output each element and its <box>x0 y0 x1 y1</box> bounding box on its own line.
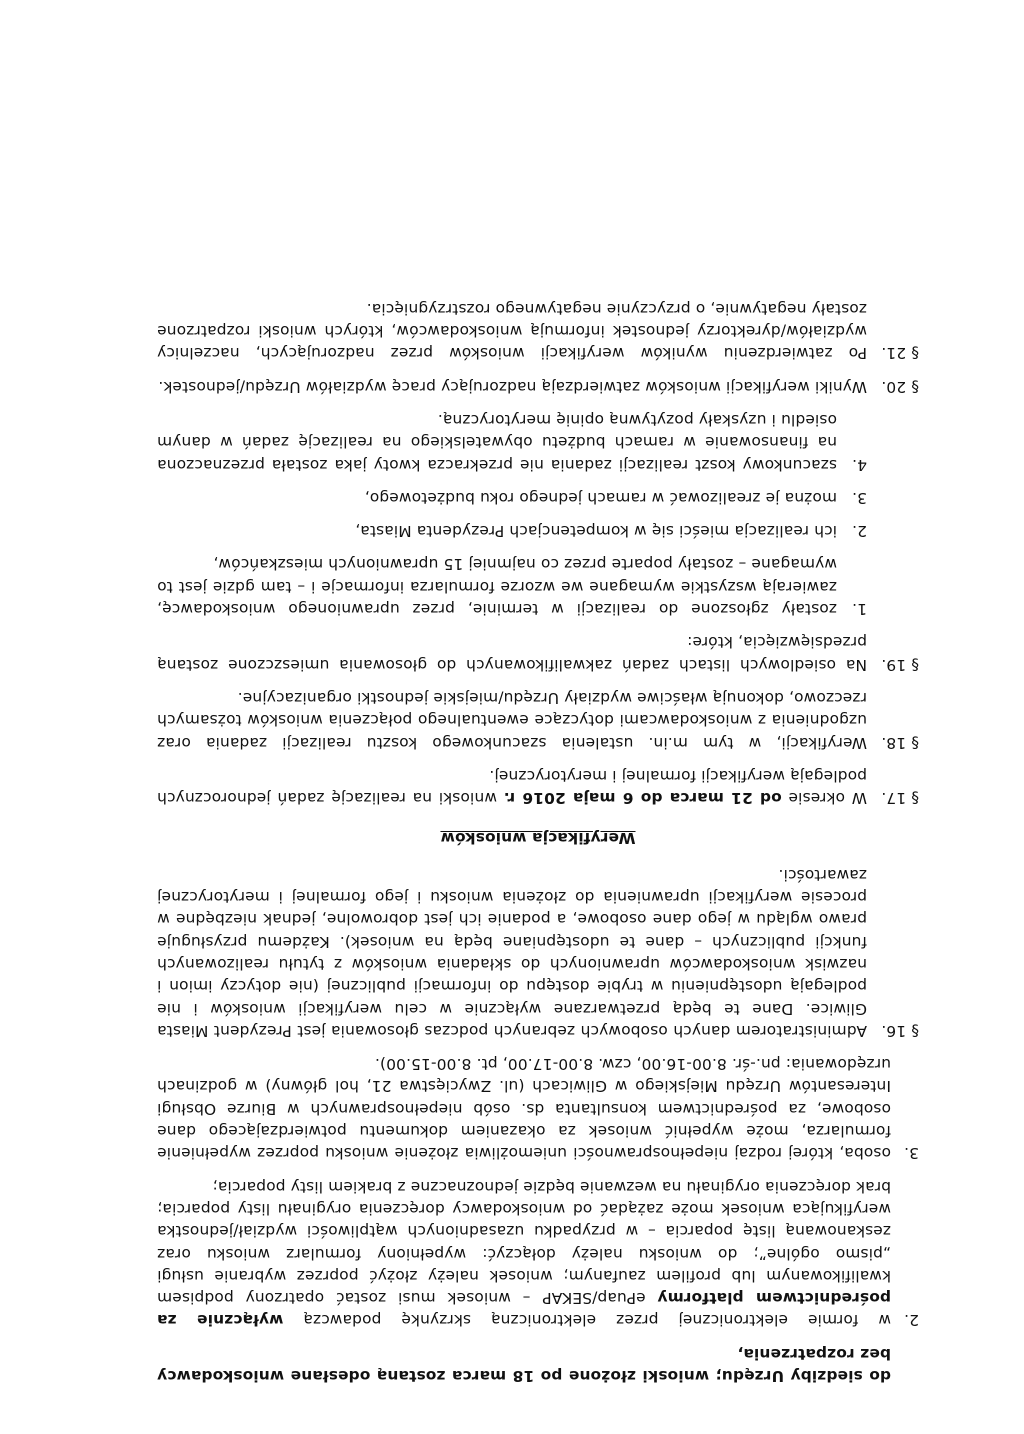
section-heading: Weryfikacja wniosków <box>440 829 636 848</box>
paragraph-number: § 20. <box>881 377 919 396</box>
list-item <box>157 1053 919 1164</box>
paragraph-19 <box>157 631 919 676</box>
list-item <box>157 553 867 620</box>
list-number: 3. <box>904 1144 919 1163</box>
list-text: ich realizacja mieści się w kompetencjach Prezydenta Miasta, <box>355 522 837 541</box>
date-range: od 21 marca do 6 maja 2016 r. <box>503 789 782 808</box>
paragraph-20 <box>157 375 919 397</box>
list-number: 2. <box>852 522 867 541</box>
list-text: można je zrealizować w ramach jednego roku budżetowego, <box>364 488 837 507</box>
paragraph-text: Wyniki weryfikacji wniosków zatwierdzają nadzorujący pracę wydziałów Urzędu/jednostek. <box>158 377 867 396</box>
paragraph-16 <box>157 863 919 1041</box>
list-item <box>157 487 867 509</box>
paragraph-17 <box>157 765 919 810</box>
list-text: zostały zgłoszone do realizacji w terminie, przez uprawnionego wnioskodawcę, zawierają wszystkie wymagane we wzorze formularza informacje i – tam gdzie jest to wymagane – zostały poparte przez co najmniej 15 uprawnionych mieszkańców, <box>157 555 837 619</box>
paragraph-text: Po zatwierdzeniu wyników weryfikacji wniosków przez nadzorujących, naczelnicy wydziałów/dyrektorzy jednostek informują wnioskodawców, których wnioski rozpatrzone zostały negatywnie, o przyczynie negatywnego rozstrzygnięcia. <box>157 299 867 363</box>
list-text: szacunkowy koszt realizacji zadania nie przekracza kwoty jaka została przeznaczona na finansowanie w ramach budżetu obywatelskiego na realizację zadań w danym osiedlu i uzyskały pozytywną opinię merytoryczną. <box>157 411 837 474</box>
paragraph-number: § 19. <box>881 655 919 674</box>
list-item <box>157 409 867 476</box>
criteria-list <box>157 409 867 620</box>
paragraph-number: § 21. <box>881 344 919 363</box>
intro-continuation: do siedziby Urzędu; wnioski złożone po 18 marca zostaną odesłane wnioskodawcy bez rozpatrzenia, <box>157 1344 891 1385</box>
emphasis: wyłącznie za pośrednictwem platformy <box>157 1289 891 1330</box>
list-item <box>157 1175 919 1331</box>
list-number: 4. <box>852 455 867 474</box>
list-number: 1. <box>852 600 867 619</box>
paragraph-18 <box>157 687 919 754</box>
paragraph-21 <box>157 298 919 365</box>
paragraph-text: Weryfikacji, w tym m.in. ustalenia szacunkowego kosztu realizacji zadania oraz uzgodnienia z wnioskodawcami dotyczące ewentualnego połączenia wniosków tożsamych rzeczowo, dokonują właściwe wydziały Urzędu/miejskie jednostki organizacyjne. <box>157 688 867 752</box>
list-item <box>157 520 867 542</box>
paragraph-text: W okresie od 21 marca do 6 maja 2016 r. wnioski na realizację zadań jednorocznych podlegają weryfikacji formalnej i merytorycznej. <box>157 766 867 808</box>
paragraph-text: Administratorem danych osobowych zebranych podczas głosowania jest Prezydent Miasta Gliwice. Dane te będą przetwarzane wyłącznie w celu weryfikacji wniosków i nie podlegają udostępnieniu w trybie dostępu do informacji publicznej (nie dotyczy imion i nazwisk wnioskodawców uprawnionych do składania wniosków z tytułu realizowanych funkcji publicznych – dane te udostępniane będą na wniosek). Każdemu przysługuje prawo wglądu w jego dane osobowe, a podanie ich jest dobrowolne, jednak niezbędne w procesie weryfikacji uprawnienia do złożenia wniosku i jego formalnej i merytorycznej zawartości. <box>157 865 867 1040</box>
list-number: 2. <box>904 1311 919 1330</box>
list-text: w formie elektronicznej przez elektroniczną skrzynkę podawczą wyłącznie za pośrednictwem platformy ePuap/SEKAP – wniosek musi zostać opatrzony podpisem kwalifikowanym lub profilem zaufanym; wniosek należy złożyć poprzez wybranie usługi „pismo ogólne”; do wniosku należy dołączyć: wypełniony formularz wniosku oraz zeskanowaną listę poparcia – w przypadku uzasadnionych wątpliwości wydział/jednostka weryfikująca wniosek może zażądać od wnioskodawcy doręczenia oryginału listy poparcia; brak doręczenia oryginału na wezwanie będzie jednoznaczne z brakiem listy poparcia; <box>157 1177 891 1330</box>
paragraph-number: § 18. <box>881 733 919 752</box>
list-text: osoba, której rodzaj niepełnosprawności uniemożliwia złożenie wniosku poprzez wypełnienie formularza, może wypełnić wniosek za okazaniem dokumentu potwierdzającego dane osobowe, za pośrednictwem konsultanta ds. osób niepełnosprawnych w Biurze Obsługi Interesantów Urzędu Miejskiego w Gliwicach (ul. Zwycięstwa 21, hol główny) w godzinach urzędowania: pn.-śr. 8.00-16.00, czw. 8.00-17.00, pt. 8.00-15.00). <box>157 1055 891 1163</box>
paragraph-number: § 16. <box>881 1021 919 1040</box>
list-number: 3. <box>852 488 867 507</box>
paragraph-number: § 17. <box>881 789 919 808</box>
paragraph-text: Na osiedlowych listach zadań zakwalifikowanych do głosowania umieszczone zostaną przedsięwzięcia, które: <box>157 633 867 674</box>
document-body <box>157 287 919 1387</box>
